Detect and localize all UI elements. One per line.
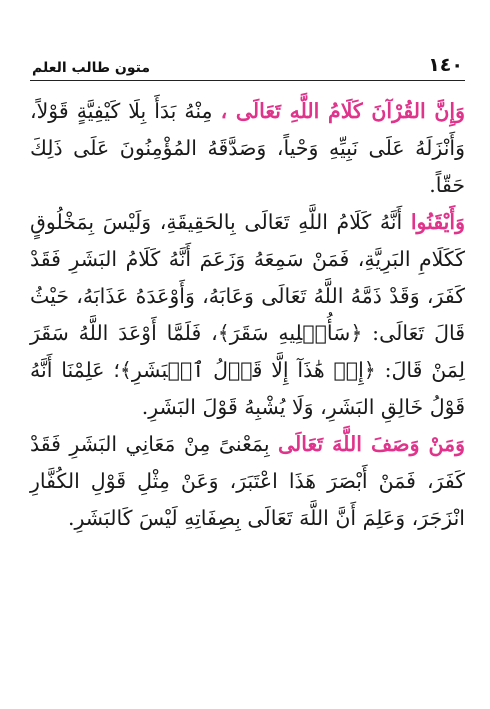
page-header	[30, 48, 465, 81]
paragraph-quran-speech	[30, 93, 465, 204]
paragraph-lead: وَأَيْقَنُوا	[410, 210, 465, 234]
paragraph-lead: وَإِنَّ القُرْآنَ كَلَامُ اللَّهِ تَعَالَى ،	[220, 99, 465, 123]
quran-quote: ﴿سَأُصۡلِيهِ سَقَرَ﴾	[217, 321, 363, 345]
paragraph-text: ؛ عَلِمْنَا أَنَّهُ قَوْلُ خَالِقِ البَشَرِ، وَلَا يُشْبِهُ قَوْلَ البَشَرِ.	[30, 358, 465, 419]
book-title: متون طالب العلم	[32, 60, 151, 76]
page-number: ١٤٠	[428, 54, 463, 76]
book-page	[30, 48, 465, 688]
quran-quote: ﴿إِنۡ هَٰذَآ إِلَّا قَوۡلُ ٱلۡبَشَرِ﴾	[119, 358, 376, 382]
paragraph-lead: وَمَنْ وَصَفَ اللَّهَ تَعَالَى	[277, 432, 465, 456]
paragraph-text: مِنْهُ بَدَأَ بِلَا كَيْفِيَّةٍ قَوْلاً، وَأَنْزَلَهُ عَلَى نَبِيِّهِ وَحْياً، وَصَدَّقَهُ المُؤْمِنُونَ عَلَى ذَلِكَ حَقّاً.	[30, 99, 465, 197]
paragraph-text: أَنَّهُ كَلَامُ اللَّهِ تَعَالَى بِالحَقِيقَةِ، وَلَيْسَ بِمَخْلُوقٍ كَكَلَامِ البَرِيَّةِ، فَمَنْ سَمِعَهُ وَزَعَمَ أَنَّهُ كَلَامُ البَشَرِ فَقَدْ كَفَرَ، وَقَدْ ذَمَّهُ اللَّهُ تَعَالَى وَعَابَهُ، وَأَوْعَدَهُ عَذَابَهُ، حَيْثُ قَالَ تَعَالَى:	[30, 210, 466, 345]
paragraph-description	[30, 426, 465, 537]
paragraph-certainty	[30, 204, 465, 426]
page-body	[30, 93, 465, 537]
paragraph-text: ، فَلَمَّا أَوْعَدَ اللَّهُ سَقَرَ لِمَنْ قَالَ:	[30, 321, 465, 382]
paragraph-text: بِمَعْنىً مِنْ مَعَانِي البَشَرِ فَقَدْ كَفَرَ، فَمَنْ أَبْصَرَ هَذَا اعْتَبَرَ، وَعَنْ مِثْلِ قَوْلِ الكُفَّارِ انْزَجَرَ، وَعَلِمَ أَنَّ اللَّهَ تَعَالَى بِصِفَاتِهِ لَيْسَ كَالبَشَرِ.	[30, 432, 465, 530]
